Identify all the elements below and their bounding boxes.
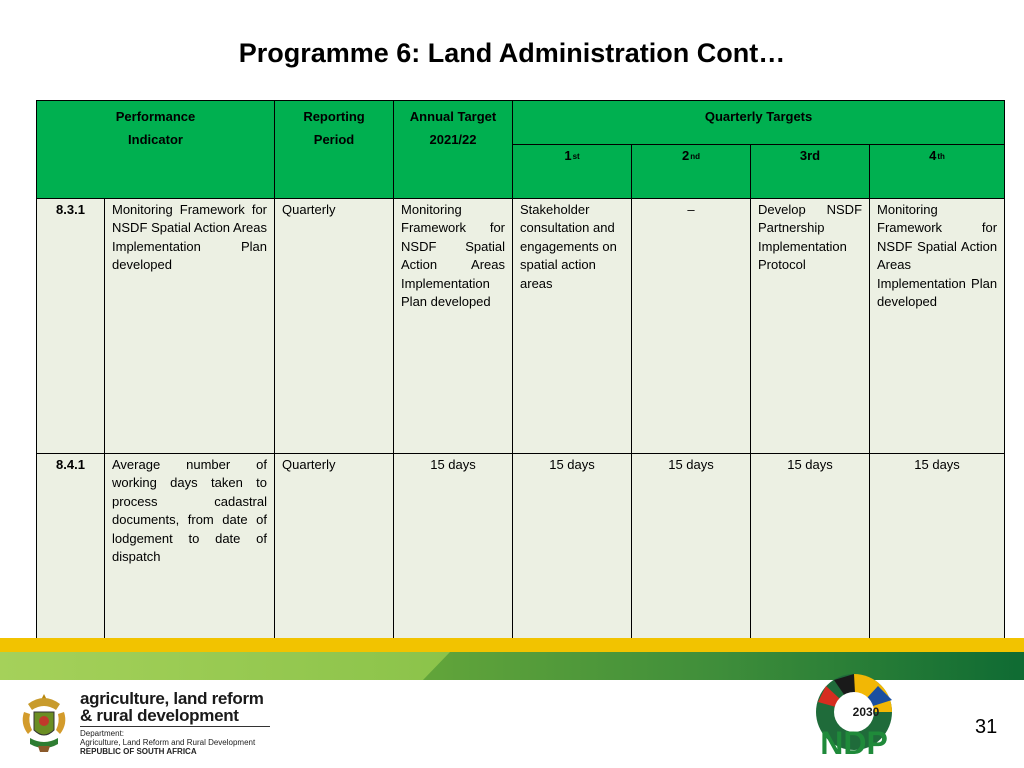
header-quarterly-targets: Quarterly Targets <box>513 101 1005 145</box>
indicator-id: 8.4.1 <box>37 454 105 666</box>
svg-text:NDP: NDP <box>820 725 888 760</box>
department-divider <box>80 726 270 727</box>
page-number: 31 <box>975 716 998 738</box>
q2-target: 15 days <box>632 454 751 666</box>
slide-title: Programme 6: Land Administration Cont… <box>238 38 786 68</box>
q1-target: 15 days <box>513 454 632 666</box>
green-band-highlight <box>0 652 450 680</box>
department-subtitle: Department: Agriculture, Land Reform and Rural Development REPUBLIC OF SOUTH AFRICA <box>80 729 256 756</box>
header-q2: 2nd <box>632 145 751 199</box>
header-q3: 3rd <box>751 145 870 199</box>
q3-target: 15 days <box>751 454 870 666</box>
q3-target: Develop NSDF Partnership Implementation Protocol <box>751 199 870 454</box>
header-annual-target: Annual Target 2021/22 <box>394 101 513 199</box>
q4-target: Monitoring Framework for NSDF Spatial Action Areas Implementation Plan developed <box>870 199 1005 454</box>
department-name: agriculture, land reform & rural development <box>80 689 264 725</box>
annual-target: 15 days <box>394 454 513 666</box>
header-performance-indicator: Performance Indicator <box>37 101 275 199</box>
targets-table <box>36 100 1005 666</box>
q4-target: 15 days <box>870 454 1005 666</box>
reporting-period: Quarterly <box>275 454 394 666</box>
header-reporting-period: Reporting Period <box>275 101 394 199</box>
table-row <box>37 454 1005 666</box>
header-q4: 4th <box>870 145 1005 199</box>
gold-band <box>0 638 1024 652</box>
q1-target: Stakeholder consultation and engagements on spatial action areas <box>513 199 632 454</box>
coat-of-arms-icon <box>18 690 70 754</box>
header-q1: 1st <box>513 145 632 199</box>
table-row <box>37 199 1005 454</box>
ndp-logo <box>808 672 904 760</box>
annual-target: Monitoring Framework for NSDF Spatial Action Areas Implementation Plan developed <box>394 199 513 454</box>
indicator-id: 8.3.1 <box>37 199 105 454</box>
q2-target: – <box>632 199 751 454</box>
indicator-text: Monitoring Framework for NSDF Spatial Action Areas Implementation Plan developed <box>105 199 275 454</box>
indicator-text: Average number of working days taken to process cadastral documents, from date of lodgement to date of dispatch <box>105 454 275 666</box>
reporting-period: Quarterly <box>275 199 394 454</box>
svg-text:2030: 2030 <box>852 705 880 719</box>
